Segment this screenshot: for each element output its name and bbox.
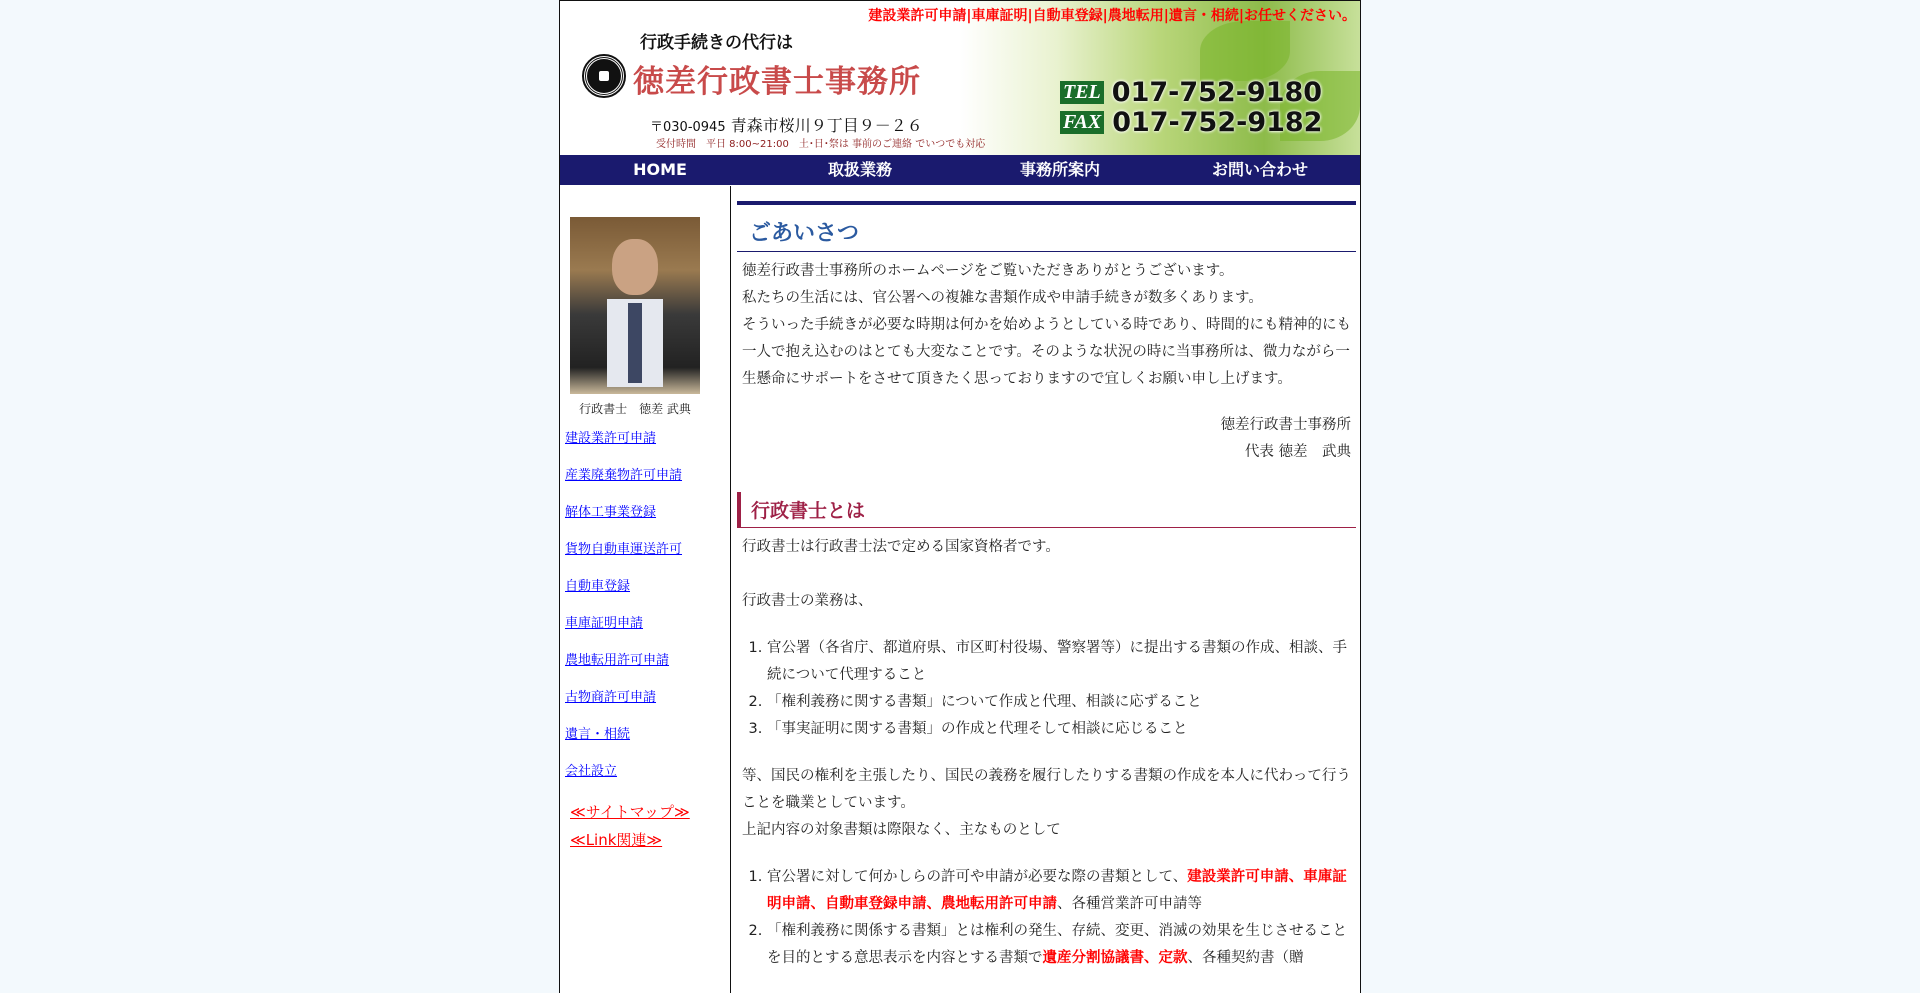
duty-item: 1. 官公署（各省庁、都道府県、市区町村役場、警察署等）に提出する書類の作成、相談、手続について代理すること bbox=[767, 635, 1351, 689]
main-nav bbox=[560, 155, 1360, 185]
street-address: 青森市桜川９丁目９－２６ bbox=[730, 116, 923, 135]
sidebar-link[interactable]: 農地転用許可申請 bbox=[565, 653, 670, 668]
fax-number: 017-752-9182 bbox=[1112, 107, 1323, 138]
phone bbox=[1060, 77, 1322, 108]
page-container bbox=[559, 0, 1361, 993]
services-banner: 建設業許可申請|車庫証明|自動車登録|農地転用|遺言・相続|お任せください。 bbox=[868, 8, 1356, 24]
tel-label: TEL bbox=[1060, 81, 1104, 104]
fax-label: FAX bbox=[1060, 111, 1104, 134]
sidebar-link[interactable]: 会社設立 bbox=[565, 764, 618, 779]
postal-code: 〒030-0945 bbox=[650, 120, 726, 135]
business-hours: 受付時間 平日 8:00~21:00 土･日･祭は 事前のご連絡 でいつでも対応 bbox=[656, 139, 986, 150]
about-section bbox=[737, 528, 1356, 978]
fax bbox=[1060, 107, 1322, 138]
document-item: 1. 官公署に対して何かしらの許可や申請が必要な際の書類として、建設業許可申請、車庫証明申請、自動車登録申請、農地転用許可申請、各種営業許可申請等 bbox=[767, 864, 1351, 918]
signature-office: 徳差行政書士事務所 bbox=[1220, 417, 1351, 433]
duty-item: 2. 「権利義務に関する書類」について作成と代理、相談に応ずること bbox=[767, 689, 1351, 716]
about-intro: 行政書士は行政書士法で定める国家資格者です。 bbox=[742, 539, 1060, 555]
representative-photo bbox=[570, 217, 700, 394]
summary: 等、国民の権利を主張したり、国民の義務を履行したりする書類の作成を本人に代わって行うことを職業としています。 bbox=[742, 768, 1351, 811]
sidebar-link[interactable]: 産業廃棄物許可申請 bbox=[565, 468, 683, 483]
nav-contact[interactable]: お問い合わせ bbox=[1211, 160, 1308, 179]
main-content bbox=[737, 186, 1356, 993]
leaf-decoration bbox=[1200, 21, 1290, 81]
duties-intro: 行政書士の業務は、 bbox=[742, 593, 873, 609]
document-item: 2. 「権利義務に関係する書類」とは権利の発生、存続、変更、消滅の効果を生じさせることを目的とする意思表示を内容とする書類で遺産分割協議書、定款、各種契約書（贈 bbox=[767, 918, 1351, 972]
greeting-paragraph: そういった手続きが必要な時期は何かを始めようとしている時であり、時間的にも精神的にも一人で抱え込むのはとても大変なことです。そのような状況の時に当事務所は、微力ながら一生懸命にサポートをさせて頂きたく思っておりますので宜しくお願い申し上げます。 bbox=[742, 317, 1351, 387]
sidebar-link[interactable]: 自動車登録 bbox=[565, 579, 631, 594]
sidebar bbox=[560, 186, 731, 993]
links-page-link[interactable]: ≪Link関連≫ bbox=[570, 831, 663, 849]
duty-item: 3. 「事実証明に関する書類」の作成と代理そして相談に応じること bbox=[767, 716, 1351, 743]
site-header bbox=[560, 1, 1360, 155]
highlight: 建設業許可申請、車庫証明申請、自動車登録申請、農地転用許可申請 bbox=[767, 869, 1347, 912]
documents-list bbox=[742, 864, 1351, 972]
nav-office-info[interactable]: 事務所案内 bbox=[1019, 160, 1100, 179]
office-name: 徳差行政書士事務所 bbox=[633, 64, 921, 100]
greeting-paragraph: 私たちの生活には、官公署への複雑な書類作成や申請手続きが数多くあります。 bbox=[742, 290, 1263, 306]
greeting-paragraph: 徳差行政書士事務所のホームページをご覧いただきありがとうございます。 bbox=[742, 263, 1234, 279]
sidebar-link[interactable]: 建設業許可申請 bbox=[565, 431, 657, 446]
sidebar-link[interactable]: 車庫証明申請 bbox=[565, 616, 644, 631]
about-heading: 行政書士とは bbox=[737, 492, 1356, 528]
greeting-heading: ごあいさつ bbox=[737, 201, 1356, 252]
address bbox=[650, 113, 923, 136]
tel-number: 017-752-9180 bbox=[1111, 77, 1323, 108]
sidebar-link[interactable]: 遺言・相続 bbox=[565, 727, 631, 742]
sitemap-link[interactable]: ≪サイトマップ≫ bbox=[570, 803, 690, 821]
duties-list bbox=[742, 635, 1351, 743]
signature-name: 代表 徳差 武典 bbox=[1244, 444, 1351, 460]
office-logo-icon bbox=[584, 56, 624, 96]
sidebar-link[interactable]: 貨物自動車運送許可 bbox=[565, 542, 683, 557]
highlight: 遺産分割協議書、定款 bbox=[1042, 950, 1188, 966]
greeting-section bbox=[737, 252, 1356, 472]
photo-caption: 行政書士 徳差 武典 bbox=[579, 402, 691, 416]
sidebar-link[interactable]: 古物商許可申請 bbox=[565, 690, 657, 705]
catchphrase: 行政手続きの代行は bbox=[640, 33, 793, 53]
nav-services[interactable]: 取扱業務 bbox=[827, 160, 892, 179]
sidebar-link[interactable]: 解体工事業登録 bbox=[565, 505, 657, 520]
nav-home[interactable]: HOME bbox=[633, 160, 687, 179]
scope: 上記内容の対象書類は際限なく、主なものとして bbox=[742, 822, 1061, 838]
